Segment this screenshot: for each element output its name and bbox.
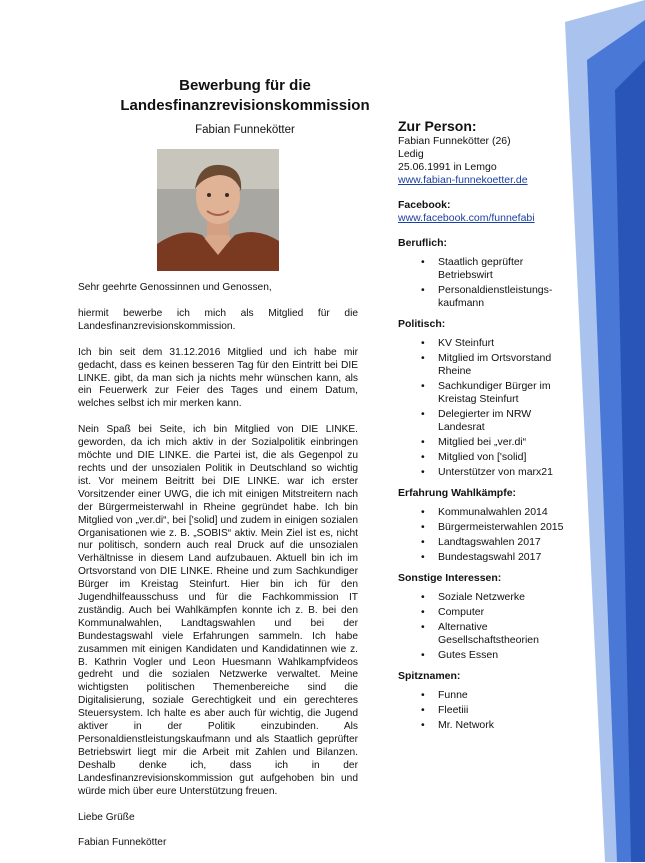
title-line-1: Bewerbung für die [179,77,311,94]
list-beruflich [398,256,576,310]
section-heading-politisch: Politisch: [398,318,446,330]
list-item: • Sachkundiger Bürger im Kreistag Steinfurt [438,380,576,406]
paragraph-1: hiermit bewerbe ich mich als Mitglied für die Landesfinanzrevisionskommission. [78,307,358,332]
list-item: • Mitglied im Ortsvorstand Rheine [438,352,576,378]
section-heading-beruflich: Beruflich: [398,237,448,249]
section-heading-wahlkaempfe: Erfahrung Wahlkämpfe: [398,487,517,499]
profile-birth: 25.06.1991 in Lemgo [398,161,497,173]
list-item: • Personaldienstleistungs-kaufmann [438,284,576,310]
website-link[interactable]: www.fabian-funnekoetter.de [398,174,528,186]
list-item: • Computer [438,606,576,619]
paragraph-3: Nein Spaß bei Seite, ich bin Mitglied von DIE LINKE. geworden, da ich mich aktiv in der Sozialpolitik einbringen möchte und DIE LINKE. die Partei ist, die als Gegenpol zu rechts und der unsozialen Politik in Deutschland so wichtig ist. Vor meinem Beitritt bei DIE LINKE. war ich erster Vorsitzender einer UWG, die ich mit einigen Mitstreitern nach der Bürgermeisterwahl in Rheine gegründet habe. Ich bin Mitglied von „ver.di“, bei ['solid] und zudem in einigen sozialen Organisationen wie z. B. „SOBIS“ aktiv. Mein Ziel ist es, nicht nur politisch, sondern auch real Druck auf die unsozialen Verhältnisse in diesem Land aufzubauen. Aktuell bin ich im Ortsvorstand von DIE LINKE. Rheine und zum Sachkundiger Bürger im Kreistag Steinfurt. Hier bin ich für den Jugendhilfeausschuss und für die Fachkommission IT zuständig. Auch bei Wahlkämpfen konnte ich z. B. bei den Kommunalwahlen, Landtagswahlen und bei der Bundestagswahl viele Erfahrungen sammeln. Ich habe zusammen mit einigen Kandidaten und Kandidatinnen wie z. B. Kathrin Vogler und Leon Huesmann Wahlkampfvideos gedreht und die sozialen Netzwerke verwaltet. Meine wichtigsten politischen Themenbereiche sind die Digitalisierung, soziale Gerechtigkeit und ein gerechteres Steuersystem. Ich halte es aber auch für wichtig, die Jugend aktiver in der Politik einzubinden. Als Personaldienstleistungskaufmann und als Staatlich geprüfter Betriebswirt liegt mir die Arbeit mit Zahlen und Bilanzen. Deshalb denke ich, dass ich in der Landesfinanzrevisionskommission gut aufgehoben bin und würde mich über eure Unterstützung freuen. [78,424,358,797]
facebook-heading: Facebook: [398,199,451,211]
list-item: • Bürgermeisterwahlen 2015 [438,521,576,534]
list-item: • Soziale Netzwerke [438,591,576,604]
list-spitznamen [398,689,576,732]
list-item: • Mr. Network [438,719,576,732]
list-item: • Mitglied bei „ver.di“ [438,436,576,449]
author-name: Fabian Funnekötter [195,124,295,136]
profile-status: Ledig [398,148,424,160]
title-line-2: Landesfinanzrevisionskommission [120,97,370,114]
section-heading-spitznamen: Spitznamen: [398,670,461,682]
list-item: • Funne [438,689,576,702]
list-wahlkaempfe [398,506,576,564]
list-item: • Alternative Gesellschaftstheorien [438,621,576,647]
list-item: • Mitglied von ['solid] [438,451,576,464]
decorative-stripe [565,0,645,862]
signature: Fabian Funnekötter [78,837,167,849]
list-item: • KV Steinfurt [438,337,576,350]
portrait-photo [157,149,279,271]
list-item: • Gutes Essen [438,649,576,662]
letter-body [78,282,358,863]
list-politisch [398,337,576,479]
facebook-link[interactable]: www.facebook.com/funnefabi [398,212,535,224]
profile-heading: Zur Person: [398,118,477,134]
list-item: • Delegierter im NRW Landesrat [438,408,576,434]
list-item: • Kommunalwahlen 2014 [438,506,576,519]
section-heading-interessen: Sonstige Interessen: [398,572,502,584]
salutation: Sehr geehrte Genossinnen und Genossen, [78,282,272,293]
list-item: • Staatlich geprüfter Betriebswirt [438,256,576,282]
closing: Liebe Grüße [78,811,135,823]
list-item: • Fleetiii [438,704,576,717]
list-item: • Bundestagswahl 2017 [438,551,576,564]
paragraph-2: Ich bin seit dem 31.12.2016 Mitglied und ich habe mir gedacht, dass es keinen besseren Tag für den Eintritt bei DIE LINKE. gibt, da man sich ja nichts mehr wünschen kann, als ein Feuerwerk zur Feier des Tages und einem Datum, welches selbst ich mir merken kann. [78,346,358,410]
list-item: • Landtagswahlen 2017 [438,536,576,549]
profile-name-age: Fabian Funnekötter (26) [398,135,511,147]
list-item: • Unterstützer von marx21 [438,466,576,479]
document-title [78,76,412,116]
list-interessen [398,591,576,662]
profile-sidebar [398,118,576,740]
